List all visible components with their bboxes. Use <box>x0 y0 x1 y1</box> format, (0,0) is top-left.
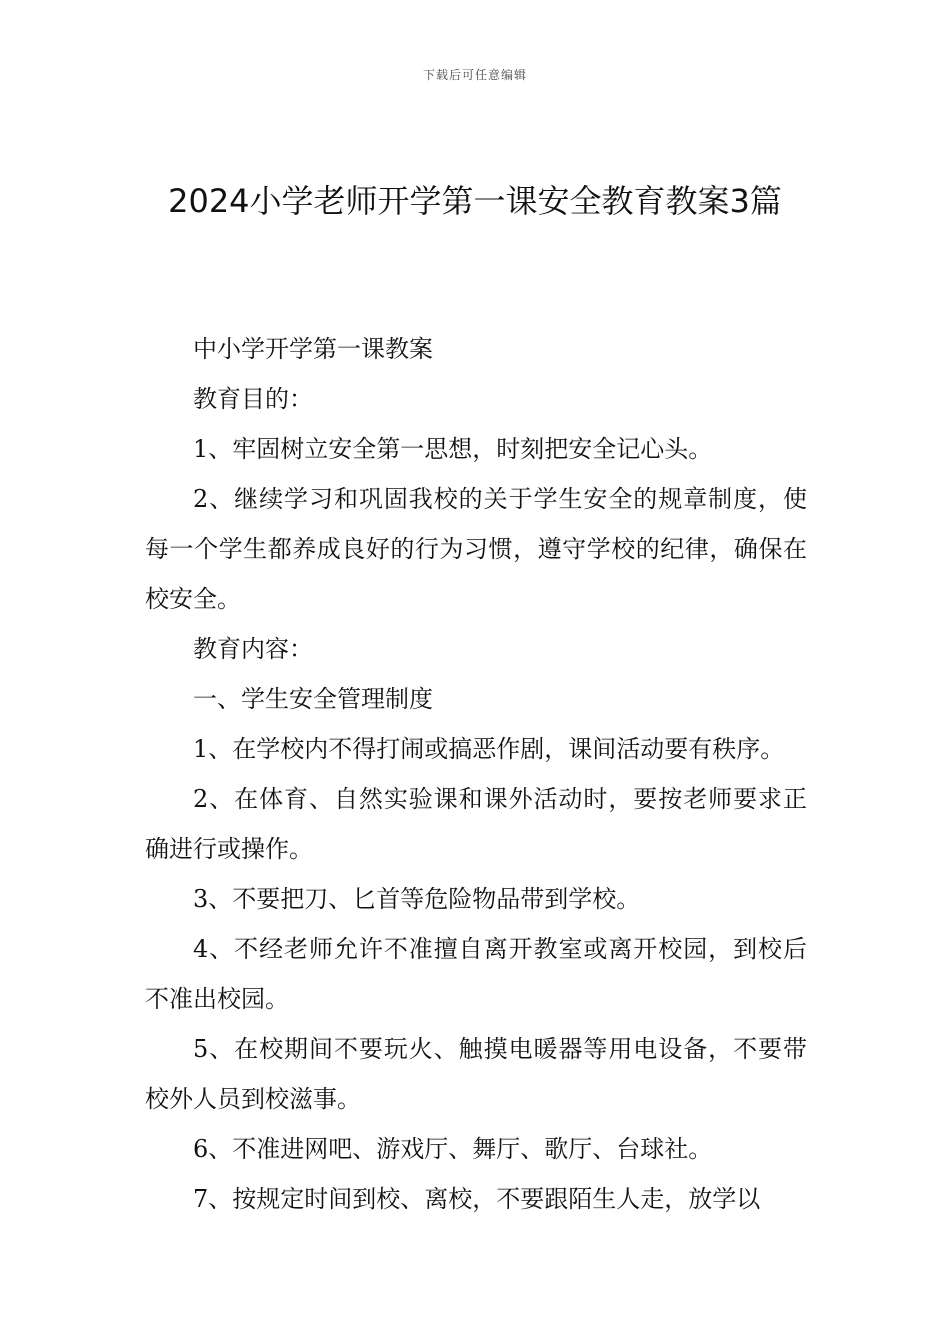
paragraph: 1、在学校内不得打闹或搞恶作剧，课间活动要有秩序。 <box>193 735 785 763</box>
paragraph: 1、牢固树立安全第一思想，时刻把安全记心头。 <box>193 435 713 463</box>
paragraph: 4、不经老师允许不准擅自离开教室或离开校园，到校后不准出校园。 <box>145 935 807 1013</box>
paragraph: 2、在体育、自然实验课和课外活动时，要按老师要求正确进行或操作。 <box>145 785 807 863</box>
paragraph: 3、不要把刀、匕首等危险物品带到学校。 <box>193 885 641 913</box>
paragraph: 6、不准进网吧、游戏厅、舞厅、歌厅、台球社。 <box>193 1135 713 1163</box>
document-title: 2024小学老师开学第一课安全教育教案3篇 <box>168 182 782 220</box>
paragraph: 5、在校期间不要玩火、触摸电暖器等用电设备，不要带校外人员到校滋事。 <box>145 1035 807 1113</box>
paragraph: 教育内容： <box>193 635 313 663</box>
paragraph: 中小学开学第一课教案 <box>193 335 433 363</box>
paragraph: 7、按规定时间到校、离校，不要跟陌生人走，放学以 <box>193 1185 761 1213</box>
document-body <box>145 324 807 1224</box>
paragraph: 教育目的： <box>193 385 313 413</box>
page-header-note: 下载后可任意编辑 <box>422 68 527 82</box>
paragraph: 2、继续学习和巩固我校的关于学生安全的规章制度，使每一个学生都养成良好的行为习惯，遵守学校的纪律，确保在校安全。 <box>145 485 807 613</box>
paragraph: 一、学生安全管理制度 <box>193 685 433 713</box>
